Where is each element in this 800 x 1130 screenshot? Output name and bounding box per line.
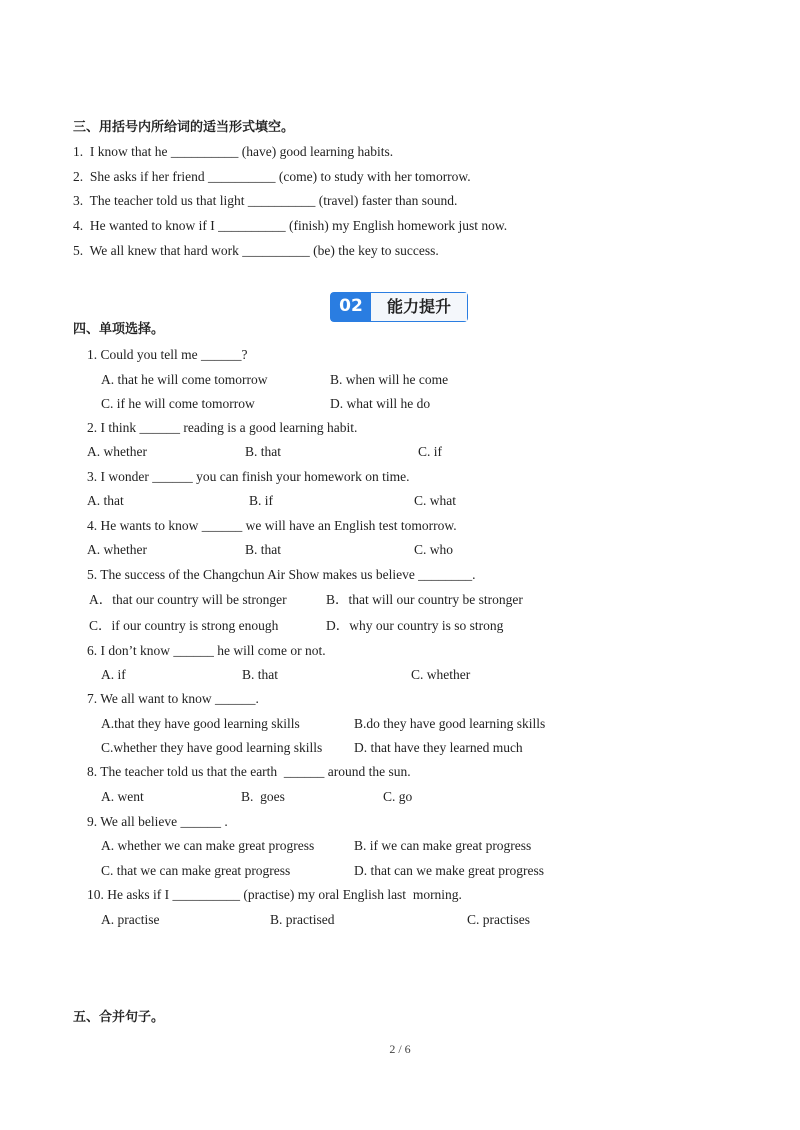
question-2-option-a: A. whether	[87, 444, 147, 459]
question-3-stem: 3. I wonder ______ you can finish your homework on time.	[87, 469, 410, 484]
page-number: 2 / 6	[389, 1042, 411, 1056]
section4-heading: 四、单项选择。	[73, 322, 165, 337]
section5-heading: 五、合并句子。	[73, 1010, 165, 1025]
question-10-stem: 10. He asks if I __________ (practise) my oral English last morning.	[87, 887, 462, 902]
question-5-option-c: C．if our country is strong enough	[89, 618, 279, 633]
question-9-option-b: B. if we can make great progress	[354, 838, 532, 853]
question-5-stem: 5. The success of the Changchun Air Show makes us believe ________.	[87, 567, 476, 582]
question-2-option-c: C. if	[418, 444, 443, 459]
question-9-stem: 9. We all believe ______ .	[87, 814, 228, 829]
question-10-option-b: B. practised	[270, 912, 335, 927]
question-10-option-a: A. practise	[101, 912, 160, 927]
fill-blank-item-4: 4. He wanted to know if I __________ (finish) my English homework just now.	[73, 218, 508, 233]
badge-number: 02	[331, 293, 371, 321]
question-7-option-b: B.do they have good learning skills	[354, 716, 546, 731]
badge-title: 能力提升	[371, 293, 467, 321]
question-2-stem: 2. I think ______ reading is a good learning habit.	[87, 420, 358, 435]
fill-blank-item-2: 2. She asks if her friend __________ (come) to study with her tomorrow.	[73, 169, 471, 184]
question-3-option-b: B. if	[249, 493, 274, 508]
fill-blank-item-3: 3. The teacher told us that light __________ (travel) faster than sound.	[73, 193, 458, 208]
question-4-option-a: A. whether	[87, 542, 147, 557]
question-8-option-a: A. went	[101, 789, 144, 804]
question-5-option-d: D．why our country is so strong	[326, 618, 504, 633]
question-1-option-b: B. when will he come	[330, 372, 449, 387]
fill-blank-item-5: 5. We all knew that hard work __________ (be) the key to success.	[73, 243, 439, 258]
question-9-option-c: C. that we can make great progress	[101, 863, 291, 878]
question-10-option-c: C. practises	[467, 912, 530, 927]
question-6-option-a: A. if	[101, 667, 126, 682]
fill-blank-item-1: 1. I know that he __________ (have) good learning habits.	[73, 144, 394, 159]
question-6-option-b: B. that	[242, 667, 278, 682]
question-1-stem: 1. Could you tell me ______?	[87, 347, 248, 362]
question-3-option-a: A. that	[87, 493, 124, 508]
question-6-stem: 6. I don’t know ______ he will come or not.	[87, 643, 326, 658]
question-9-option-a: A. whether we can make great progress	[101, 838, 315, 853]
question-7-option-d: D. that have they learned much	[354, 740, 523, 755]
question-8-option-c: C. go	[383, 789, 413, 804]
question-7-stem: 7. We all want to know ______.	[87, 691, 259, 706]
section-badge	[330, 292, 468, 322]
question-4-option-c: C. who	[414, 542, 454, 557]
question-4-option-b: B. that	[245, 542, 281, 557]
question-2-option-b: B. that	[245, 444, 281, 459]
section3-heading: 三、用括号内所给词的适当形式填空。	[73, 120, 295, 135]
question-8-option-b: B. goes	[241, 789, 285, 804]
question-1-option-d: D. what will he do	[330, 396, 431, 411]
question-9-option-d: D. that can we make great progress	[354, 863, 545, 878]
question-6-option-c: C. whether	[411, 667, 471, 682]
question-8-stem: 8. The teacher told us that the earth ______ around the sun.	[87, 764, 411, 779]
question-5-option-b: B．that will our country be stronger	[326, 592, 523, 607]
question-4-stem: 4. He wants to know ______ we will have an English test tomorrow.	[87, 518, 457, 533]
question-3-option-c: C. what	[414, 493, 456, 508]
question-7-option-a: A.that they have good learning skills	[101, 716, 300, 731]
question-7-option-c: C.whether they have good learning skills	[101, 740, 323, 755]
question-1-option-a: A. that he will come tomorrow	[101, 372, 268, 387]
question-1-option-c: C. if he will come tomorrow	[101, 396, 255, 411]
question-5-option-a: A．that our country will be stronger	[89, 592, 287, 607]
